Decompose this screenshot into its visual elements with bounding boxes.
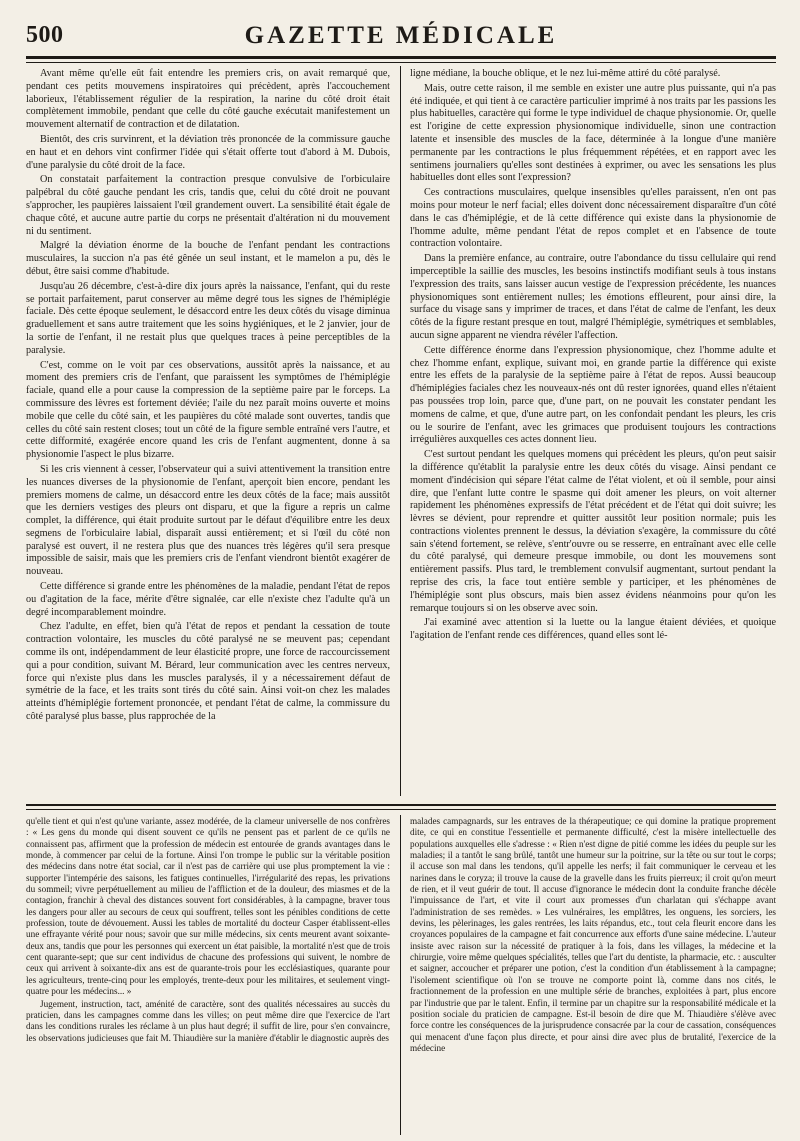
main-right-column <box>410 68 776 795</box>
feuilleton-rule <box>26 804 776 806</box>
paragraph: Si les cris viennent à cesser, l'observateur qui a suivi attentivement la transition entre les nuances diverses de la physionomie de l'enfant, aperçoit bien encore, pendant les premiers momens de calme, un désaccord entre les deux côtés de la face; mais aussitôt que les derniers vestiges des pleurs ont disparu, et que la figure a repris un calme complet, la différence, qui était produite surtout par le défaut d'équilibre entre les deux segmens de l'orbiculaire labial, disparaît aussi entièrement; et si l'œil du côté non paralysé est ouvert, il ne restera plus que des nuances très légères qu'il sera presque impossible de saisir, mais que les premiers cris de l'enfant viendront bientôt exagérer de nouveau. <box>26 463 390 578</box>
feuilleton-left-column <box>26 816 390 1136</box>
masthead-title: GAZETTE MÉDICALE <box>244 22 558 49</box>
paragraph: C'est, comme on le voit par ces observations, aussitôt après la naissance, et au moment des premiers cris de l'enfant, que paraissent les symptômes de l'hémiplégie faciale, quand elle a pour cause la compression de la septième paire par le forceps. La commissure des lèvres est fortement déviée; l'aile du nez paraît moins ouverte et moins mobile que celle du côté sain, et les paupières du côté malade sont ouvertes, tandis que celles du côté sain restent closes; tout un côté de la figure semble entraîné vers l'autre, et cette difformité, exagérée encore quand les cris de l'enfant augmentent, donne à sa physionomie l'aspect le plus bizarre. <box>26 359 390 461</box>
header-rule-thin <box>26 62 776 63</box>
paragraph: Jusqu'au 26 décembre, c'est-à-dire dix jours après la naissance, l'enfant, qui du reste se portait parfaitement, parut conserver au même degré tous les signes de l'hémiplégie faciale. Dès cette époque seulement, le désaccord entre les deux côtés du visage diminua graduellement et sans autre traitement que les soins hygiéniques, et le 2 janvier, jour de la sortie de l'enfant, il ne restait plus que quelques traces à peine perceptibles de la paralysie. <box>26 280 390 356</box>
feuilleton-column-divider <box>400 815 401 1135</box>
paragraph: Jugement, instruction, tact, aménité de caractère, sont des qualités nécessaires au succès du praticien, dans les campagnes comme dans les villes; on peut même dire que l'exercice de l'art dans les conditions rurales les réclame à un plus haut degré; il suffit de lire, pour s'en convaincre, les observations judicieuses que fait M. Thiaudière sur la manière d'établir le diagnostic auprès des <box>26 998 390 1043</box>
paragraph: Chez l'adulte, en effet, bien qu'à l'état de repos et pendant la cessation de toute contraction volontaire, les muscles du côté paralysé ne se meuvent pas; cependant comme ils ont, indépendamment de leur élasticité propre, une force de raccourcissement qui a pour condition, suivant M. Bérard, leur communication avec les centres nerveux, force qui n'existe plus dans les muscles paralysés, il y a nécessairement défaut de symétrie de la face, et les traits sont tirés du côté sain. Ainsi voit-on chez les malades atteints d'hémiplégie fortement prononcée, et pendant l'état de calme, la commissure du côté paralysé plus basse, plus rapprochée de la <box>26 621 390 723</box>
feuilleton-right-column <box>410 816 776 1136</box>
paragraph: qu'elle tient et qui n'est qu'une variante, assez modérée, de la clameur universelle de nos confrères : « Les gens du monde qui disent souvent ce qu'ils ne pensent pas et parlent de ce qu'ils ne connaissent pas, affirment que la profession de médecin est entourée de grands avantages dans le monde, à commencer par celui de la fortune. Ainsi l'on trompe le public sur la véritable position des médecins dans notre état social, car il n'est pas de carrière qui use plus promptement la vie : supporter l'intempérie des saisons, les fatigues continuelles, l'irrégularité des repas, les privations du sommeil; vivre perpétuellement au milieu de l'affliction et de la douleur, des miasmes et de la contagion, franchir à cheval des distances souvent fort considérables, à la campagne, braver tous les dangers pour aller au secours de ceux qui souffrent, telles sont les pénibles conditions de cette profession, toute de dévouement. Aussi les tables de mortalité du docteur Casper établissent-elles une effrayante vérité pour nous; savoir que sur mille médecins, six cents meurent avant soixante-deux ans, tandis que pour les personnes qui exercent un état paisible, la mortalité n'est que de trois cent quarante-sept; que sur cent individus de chacune des professions qui suivent, le nombre de ceux qui arrivent à soixante-dix ans est de quarante-trois pour les ecclésiastiques, quarante pour les agriculteurs, trente-cinq pour les employés, trente-deux pour les militaires, et seulement vingt-quatre pour les médecins... » <box>26 816 390 997</box>
paragraph: Ces contractions musculaires, quelque insensibles qu'elles paraissent, n'en ont pas moins pour moteur le nerf facial; elles doivent donc nécessairement disparaître d'un côté dans le cas d'hémiplégie, et de là cette différence qui existe dans la physionomie de l'homme adulte, même pendant l'état de repos complet et en l'absence de toute contraction volontaire. <box>410 187 776 250</box>
paragraph: malades campagnards, sur les entraves de la thérapeutique; ce qui domine la pratique proprement dite, ce qui en constitue l'essentielle et permanente difficulté, c'est la misère intellectuelle des populations auxquelles elle s'adresse : « Rien n'est digne de pitié comme les idées du peuple sur les maladies; il a tantôt le sang brûlé, tantôt une humeur sur la poitrine, sur la tête ou sur tout le corps; il accuse son mal dans les tendons, qu'il appelle les nerfs; il fait communiquer le cerveau et les narines dans le coryza; il trouve la cause de la gravelle dans les fruits pierreux; il croit qu'on meurt de rien, et il veut guérir de tout. Il accuse d'ignorance le médecin dont la conduite franche décèle l'impuissance de l'art, et vite il court aux promesses d'un charlatan qui s'échappe avant l'administration de ses remèdes. » Les vulnéraires, les emplâtres, les onguens, les sorciers, les devins, les pèlerinages, les gales rentrées, les laits répandus, etc., tout cela fleurit encore dans les croyances populaires de la campagne et fait concurrence aux efforts d'une saine médecine. L'auteur insiste avec raison sur la nécessité de pratiquer à la fois, dans les villages, la médecine et la chirurgie, voire même quelques spécialités, telles que l'art du dentiste, la pharmacie, etc. : ausculter et saigner, accoucher et préparer une potion, c'est la condition d'un établissement à la campagne; l'isolement scientifique où l'on se trouve ne comporte point là, comme dans nos cités, le fractionnement de la profession en une multiple série de branches, exploitées à part, plus encore par l'industrie que par le talent. Enfin, il termine par un chapitre sur la responsabilité médicale et la position sociale du praticien de campagne. Est-il besoin de dire que M. Thiaudière s'élève avec force contre les conséquences de la jurisprudence consacrée par la cour de cassation, conséquences qui menacent d'une façon plus directe, et pour ainsi dire avec plus de brutalité, l'exercice de la médecine <box>410 816 776 1053</box>
feuilleton-rule-thin <box>26 809 776 810</box>
paragraph: J'ai examiné avec attention si la luette ou la langue étaient déviées, et quoique l'agitation de l'enfant rende ces différences, quand elles sont lé- <box>410 617 776 642</box>
paragraph: C'est surtout pendant les quelques momens qui précèdent les pleurs, qu'on peut saisir la différence qu'établit la paralysie entre les deux côtés du visage. Ainsi pendant ce moment d'indécision qui sépare l'état calme de l'état violent, et où il semble, pour ainsi dire, que l'enfant lutte contre le spasme qui doit amener les pleurs, on voit alterner rapidement les phénomènes expressifs de l'état précédent et de l'état qui doit suivre; les lèvres se dévient, pour reprendre et quitter aussitôt leur position normale; puis les contractions violentes prennent le dessus, la déviation s'exagère, la commissure du côté sain s'étend fortement, se relève, s'entr'ouvre ou se resserre, en entraînant avec elle celle du côté paralysé, qui demeure presque immobile, ou dont les mouvemens sont entièrement passifs. Plus tard, le tremblement convulsif augmentant, surtout pendant la reprise des cris, la face tout entière semble y participer, et les phénomènes de l'hémiplégie sont plus obscurs, mais bien assez évidens néanmoins pour qu'on les remarque toujours si on les observe avec soin. <box>410 449 776 614</box>
paragraph: Avant même qu'elle eût fait entendre les premiers cris, on avait remarqué que, pendant ces petits mouvemens inspiratoires qui précèdent, après l'accouchement laborieux, l'établissement régulier de la respiration, la narine du côté droit était complètement immobile, pendant que celle du côté gauche exécutait manifestement un mouvement alternatif de contraction et de dilatation. <box>26 68 390 131</box>
paragraph: Cette différence énorme dans l'expression physionomique, chez l'homme adulte et chez l'homme enfant, explique, suivant moi, en grande partie la différence qui existe entre les effets de la paralysie de la septième paire à l'état de repos. Aussi beaucoup d'hémiplégies faciales chez les nouveaux-nés ont dû rester ignorées, quand elles n'étaient pas poussées trop loin, parce que, d'une part, on ne pouvait les constater pendant les momens de calme, et que, d'une autre part, on les confondait pendant les pleurs, les cris ou le sourire de l'enfant, avec les grimaces que produisent toujours les contractions irrégulières auxquelles ces actes donnent lieu. <box>410 344 776 446</box>
paragraph: On constatait parfaitement la contraction presque convulsive de l'orbiculaire palpébral du côté gauche pendant les cris, tandis que, celui du côté droit ne pouvant s'approcher, les paupières laissaient l'œil grandement ouvert. La sensibilité était égale de chaque côté, et aucune autre partie du corps ne présentait d'altération ni du mouvement ni du sentiment. <box>26 174 390 237</box>
page-header <box>26 18 776 58</box>
page-number: 500 <box>26 22 64 48</box>
header-rule <box>26 56 776 59</box>
column-divider <box>400 66 401 796</box>
paragraph: Cette différence si grande entre les phénomènes de la maladie, pendant l'état de repos ou d'agitation de la face, mérite d'être signalée, car elle n'existe chez l'adulte qu'à un degré incomparablement moindre. <box>26 581 390 618</box>
paragraph: Mais, outre cette raison, il me semble en exister une autre plus puissante, qui n'a pas été indiquée, et qui tient à ce caractère particulier imprimé à nos traits par les passions les plus habituelles, caractère qui forme le type individuel de chaque physionomie. Or, quelle est l'origine de cette expression physionomique individuelle, sinon une contraction latente et insensible des muscles de la face, déterminée à la longue d'une manière permanente par les contractions le plus fréquemment répétées, et en rapport avec les sentimens journaliers qu'elles sont destinées à exprimer, ou avec les sensations les plus habituelles dont elles sont l'expression? <box>410 82 776 184</box>
paragraph: Malgré la déviation énorme de la bouche de l'enfant pendant les contractions musculaires, la succion n'a pas été gênée un seul instant, et le mamelon a pu, dès le début, être saisi comme d'habitude. <box>26 240 390 277</box>
paragraph: Bientôt, des cris survinrent, et la déviation très prononcée de la commissure gauche en haut et en dehors vint confirmer l'idée qui s'était offerte tout d'abord à M. Dubois, d'une paralysie du côté droit de la face. <box>26 133 390 171</box>
paragraph: ligne médiane, la bouche oblique, et le nez lui-même attiré du côté paralysé. <box>410 68 721 79</box>
paragraph: Dans la première enfance, au contraire, outre l'abondance du tissu cellulaire qui rend imperceptible la saillie des muscles, les besoins instinctifs modifiant seuls à tous instans l'expression des traits, sans laisser aucun vestige de l'expression précédente, les nuances physionomiques sont entièrement nulles; les émotions effleurent, pour ainsi dire, la surface du visage sans y imprimer de traces, et dans l'état de calme de l'enfant, les deux côtés de la figure restant presque en tout, malgré l'hémiplégie, symétriques et semblables, aucun signe apparent ne viendra révéler l'affection. <box>410 253 776 341</box>
main-left-column <box>26 68 390 795</box>
